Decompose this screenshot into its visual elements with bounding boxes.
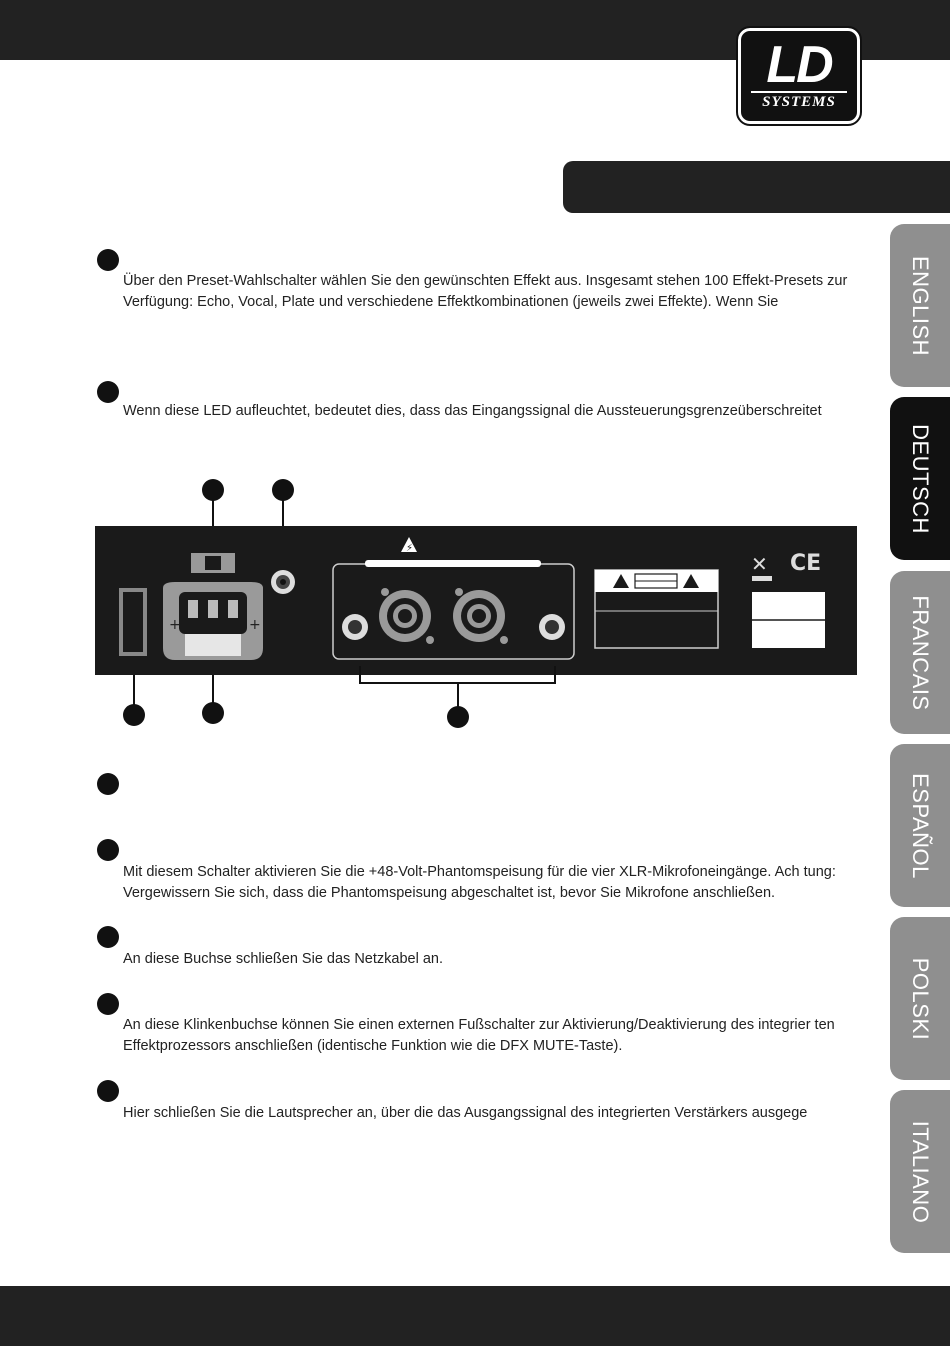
bullet-power-switch bbox=[97, 773, 119, 795]
callout-line bbox=[457, 682, 459, 708]
bottom-bar bbox=[0, 1286, 950, 1346]
svg-text:+: + bbox=[249, 617, 261, 633]
tab-francais[interactable] bbox=[890, 571, 950, 734]
svg-text:⚡: ⚡ bbox=[406, 543, 414, 554]
bullet-speaker bbox=[97, 1080, 119, 1102]
tab-deutsch[interactable] bbox=[890, 397, 950, 560]
logo-ld-text: LD bbox=[766, 36, 832, 94]
logo-systems-text: SYSTEMS bbox=[751, 91, 847, 111]
tab-english-label: ENGLISH bbox=[908, 255, 933, 356]
svg-text:✕: ✕ bbox=[751, 552, 768, 576]
paragraph-led: Wenn diese LED aufleuchtet, bedeutet dies, dass das Eingangssignal die Aussteuerungsgrenzeüberschreitet bbox=[123, 403, 822, 419]
rear-panel-art bbox=[95, 526, 857, 675]
paragraph-footswitch: An diese Klinkenbuchse können Sie einen externen Fußschalter zur Aktivierung/Deaktivierung des integrier ten Effektprozessors anschließen (identische Funktion wie die DFX MUTE-Taste). bbox=[123, 1017, 835, 1054]
tab-espanol[interactable] bbox=[890, 744, 950, 907]
bullet-phantom bbox=[97, 839, 119, 861]
callout-footswitch-jack bbox=[272, 479, 294, 501]
callout-power-socket bbox=[202, 702, 224, 724]
callout-power-switch bbox=[123, 704, 145, 726]
tab-italiano[interactable] bbox=[890, 1090, 950, 1253]
tab-polski-label: POLSKI bbox=[908, 957, 933, 1040]
tab-francais-label: FRANCAIS bbox=[908, 594, 933, 711]
bullet-led bbox=[97, 381, 119, 403]
paragraph-preset: Über den Preset-Wahlschalter wählen Sie den gewünschten Effekt aus. Insgesamt stehen 100 Effekt-Presets zur Verfügung: Echo, Vocal, Plate und verschiedene Effektkombinationen (jeweils zwei Effekte). Wenn Sie bbox=[123, 273, 848, 310]
bullet-footswitch bbox=[97, 993, 119, 1015]
tab-italiano-label: ITALIANO bbox=[908, 1120, 933, 1223]
tab-deutsch-label: DEUTSCH bbox=[908, 423, 933, 534]
tab-polski[interactable] bbox=[890, 917, 950, 1080]
section-header-bar bbox=[563, 161, 950, 213]
tab-english[interactable] bbox=[890, 224, 950, 387]
paragraph-speaker: Hier schließen Sie die Lautsprecher an, über die das Ausgangssignal des integrierten Verstärkers ausgege bbox=[123, 1105, 808, 1121]
ld-systems-logo bbox=[738, 28, 860, 124]
bullet-power bbox=[97, 926, 119, 948]
callout-phantom-switch bbox=[202, 479, 224, 501]
callout-line bbox=[212, 675, 214, 705]
svg-text:CE: CE bbox=[790, 551, 822, 576]
callout-line bbox=[133, 675, 135, 707]
bullet-preset bbox=[97, 249, 119, 271]
callout-speaker-outputs bbox=[447, 706, 469, 728]
svg-text:+: + bbox=[169, 617, 181, 633]
rear-panel bbox=[95, 526, 857, 675]
paragraph-power: An diese Buchse schließen Sie das Netzkabel an. bbox=[123, 951, 443, 967]
paragraph-phantom: Mit diesem Schalter aktivieren Sie die +48-Volt-Phantomspeisung für die vier XLR-Mikrofoneingänge. Ach tung: Vergewissern Sie sich, dass die Phantomspeisung abgeschaltet ist, bevor Sie Mikrofone anschließen. bbox=[123, 864, 836, 901]
tab-espanol-label: ESPAÑOL bbox=[908, 772, 933, 879]
